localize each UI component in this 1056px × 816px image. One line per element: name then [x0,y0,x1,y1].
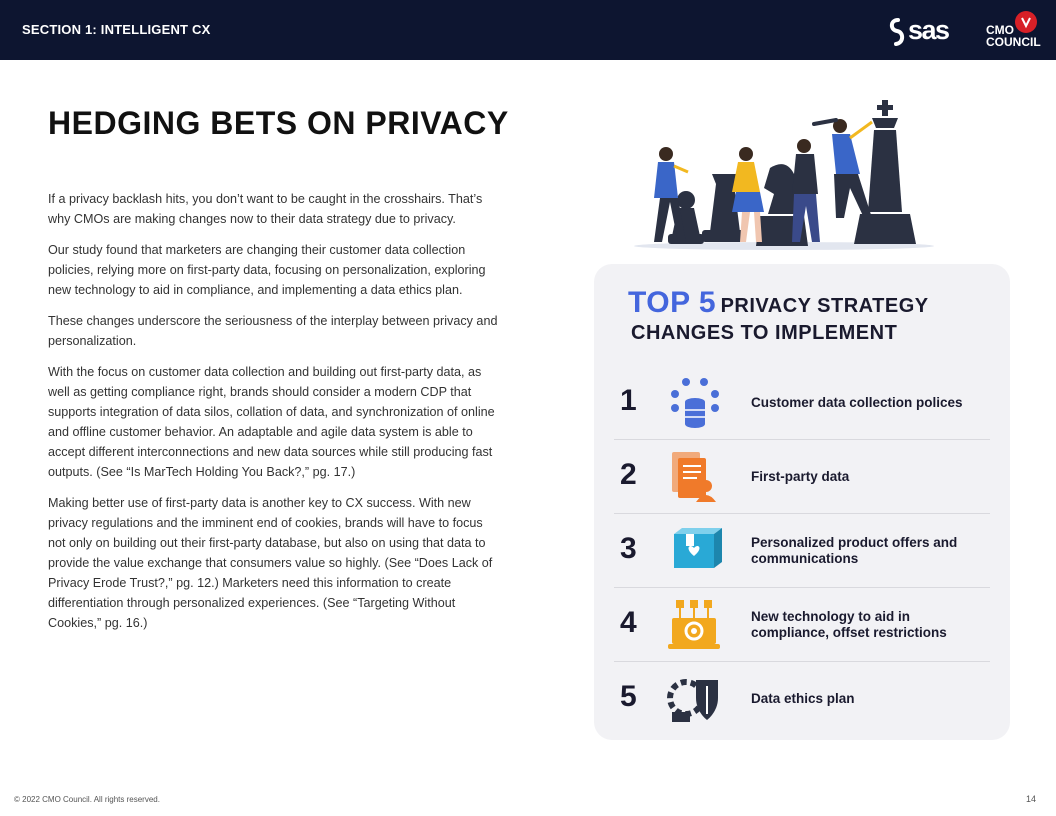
paragraph: Making better use of first-party data is another key to CX success. With new privacy regulations and the imminent end of cookies, brands will have to focus not only on building out their first-party database, but also on using that data to provide the value exchange that consumers value so highly. (See “Does Lack of Privacy Erode Trust?,” pg. 12.) Marketers need this information to create differentiation through personalized experiences. (See “Targeting Without Cookies,” pg. 16.) [48,496,493,630]
item-number: 2 [620,458,637,491]
body-text [48,189,503,644]
cmo-logo-line1: CMO [986,23,1014,37]
list-item [614,366,990,440]
footer-copyright: © 2022 CMO Council. All rights reserved. [14,795,160,804]
sas-logo-text: sas [908,15,949,45]
panel-heading [628,286,998,320]
database-users-icon [666,376,722,430]
page-number: 14 [1025,794,1036,804]
item-number: 5 [620,680,637,713]
paragraph: With the focus on customer data collection and building out first-party data, as well as getting compliance right, brands should consider a modern CDP that supports integration of data silos, collation of data, and synchronization of online and offline customer behavior. An adaptable and agile data system is able to accept different interconnections and new data sources while still producing fast outputs. (See “Is MarTech Holding You Back?,” pg. 17.) [48,365,495,479]
top5-panel [594,264,1010,740]
item-label: New technology to aid in compliance, offset restrictions [751,608,947,640]
item-number: 1 [620,384,637,417]
paragraph: These changes underscore the seriousness of the interplay between privacy and personalization. [48,314,498,348]
item-number: 4 [620,606,637,639]
cmo-logo-line2: COUNCIL [986,35,1041,49]
item-label: Customer data collection polices [751,394,963,410]
documents-user-icon [666,450,722,504]
item-label: First-party data [751,468,850,484]
shield-gear-icon [666,672,722,726]
gift-box-heart-icon [666,524,722,578]
panel-top5-label: TOP 5 [628,286,717,319]
privacy-changes-list [614,366,990,735]
list-item [614,440,990,514]
paragraph: Our study found that marketers are changing their customer data collection policies, relying more on first-party data, focusing on personalization, exploring new technology to aid in compliance, and implementing a data ethics plan. [48,243,486,297]
item-label: Data ethics plan [751,690,855,706]
panel-title-line1: PRIVACY STRATEGY [720,295,929,317]
item-label: Personalized product offers and communications [751,534,958,566]
item-number: 3 [620,532,637,565]
section-label: SECTION 1: INTELLIGENT CX [22,22,211,37]
list-item [614,514,990,588]
page-title: HEDGING BETS ON PRIVACY [48,105,509,141]
list-item [614,588,990,662]
technology-gear-icon [666,598,722,652]
panel-title-line2: CHANGES TO IMPLEMENT [631,322,898,344]
paragraph: If a privacy backlash hits, you don’t want to be caught in the crosshairs. That’s why CMOs are making changes now to their data strategy due to privacy. [48,192,483,226]
list-item [614,662,990,735]
people-and-chess-pieces-illustration [628,96,940,252]
